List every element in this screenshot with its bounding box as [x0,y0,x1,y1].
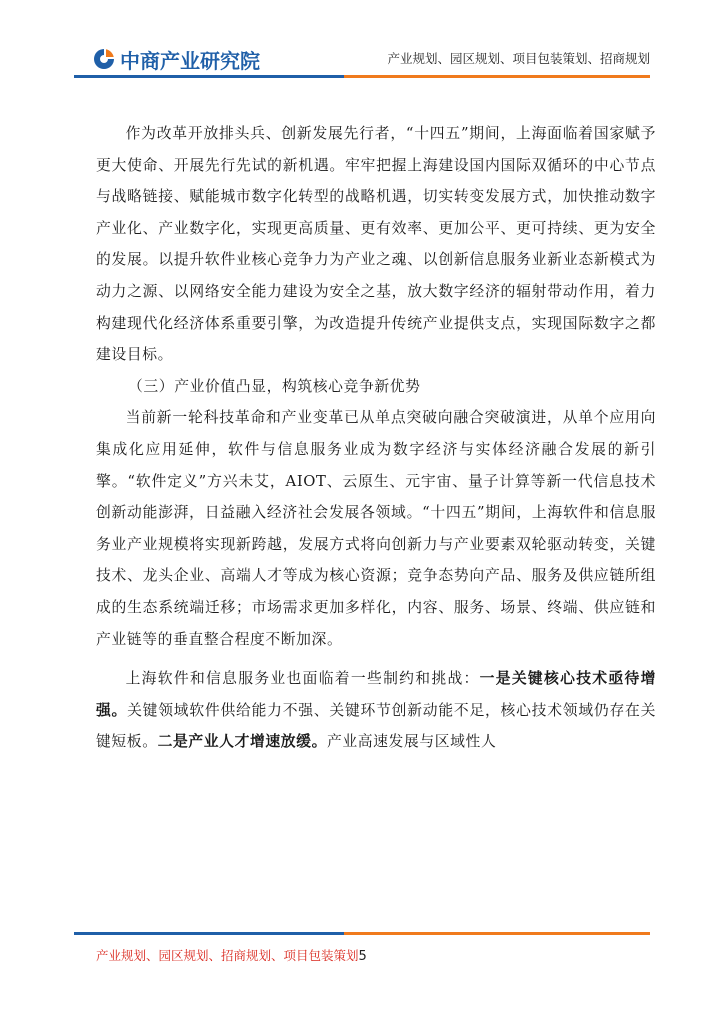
header-tagline: 产业规划、园区规划、项目包装策划、招商规划 [387,51,650,66]
logo-icon [92,47,116,71]
paragraph-3-intro: 上海软件和信息服务业也面临着一些制约和挑战： [125,670,480,688]
document-body [96,118,656,758]
header-rule-blue [74,75,344,78]
challenge-1-title: 一是关键核心技术亟待增强。 [96,670,656,719]
challenge-2-text: 产业高速发展与区域性人 [326,733,497,751]
logo-text: 中商产业研究院 [120,48,260,73]
paragraph-2: 当前新一轮科技革命和产业变革已从单点突破向融合突破演进，从单个应用向集成化应用延伸，软件与信息服务业成为数字经济与实体经济融合发展的新引擎。“软件定义”方兴未艾，AIOT、云原生、元宇宙、量子计算等新一代信息技术创新动能澎湃，日益融入经济社会发展各领域。“十四五”期间，上海软件和信息服务业产业规模将实现新跨越，发展方式将向创新力与产业要素双轮驱动转变，关键技术、龙头企业、高端人才等成为核心资源；竞争态势向产品、服务及供应链所组成的生态系统端迁移；市场需求更加多样化，内容、服务、场景、终端、供应链和产业链等的垂直整合程度不断加深。 [96,409,656,648]
paragraph-1: 作为改革开放排头兵、创新发展先行者，“十四五”期间，上海面临着国家赋予更大使命、开展先行先试的新机遇。牢牢把握上海建设国内国际双循环的中心节点与战略链接、赋能城市数字化转型的战略机遇，切实转变发展方式，加快推动数字产业化、产业数字化，实现更高质量、更有效率、更加公平、更可持续、更为安全的发展。以提升软件业核心竞争力为产业之魂、以创新信息服务业新业态新模式为动力之源、以网络安全能力建设为安全之基，放大数字经济的辐射带动作用，着力构建现代化经济体系重要引擎，为改造提升传统产业提供支点，实现国际数字之都建设目标。 [96,125,656,364]
page-number: 5 [358,949,367,964]
paragraph-3 [96,663,656,758]
footer-rule-blue [74,932,344,935]
footer-label: 产业规划、园区规划、招商规划、项目包装策划 [96,948,359,963]
challenge-2-title: 二是产业人才增速放缓。 [157,733,327,751]
page-header [0,0,724,80]
footer-rule-orange [344,932,650,935]
page-footer [96,946,367,964]
header-rule-orange [344,75,650,78]
challenge-1-text: 关键领域软件供给能力不强、关键环节创新动能不足，核心技术领域仍存在关键短板。 [96,701,656,751]
logo [92,44,260,74]
section-heading: （三）产业价值凸显，构筑核心竞争新优势 [128,377,421,395]
